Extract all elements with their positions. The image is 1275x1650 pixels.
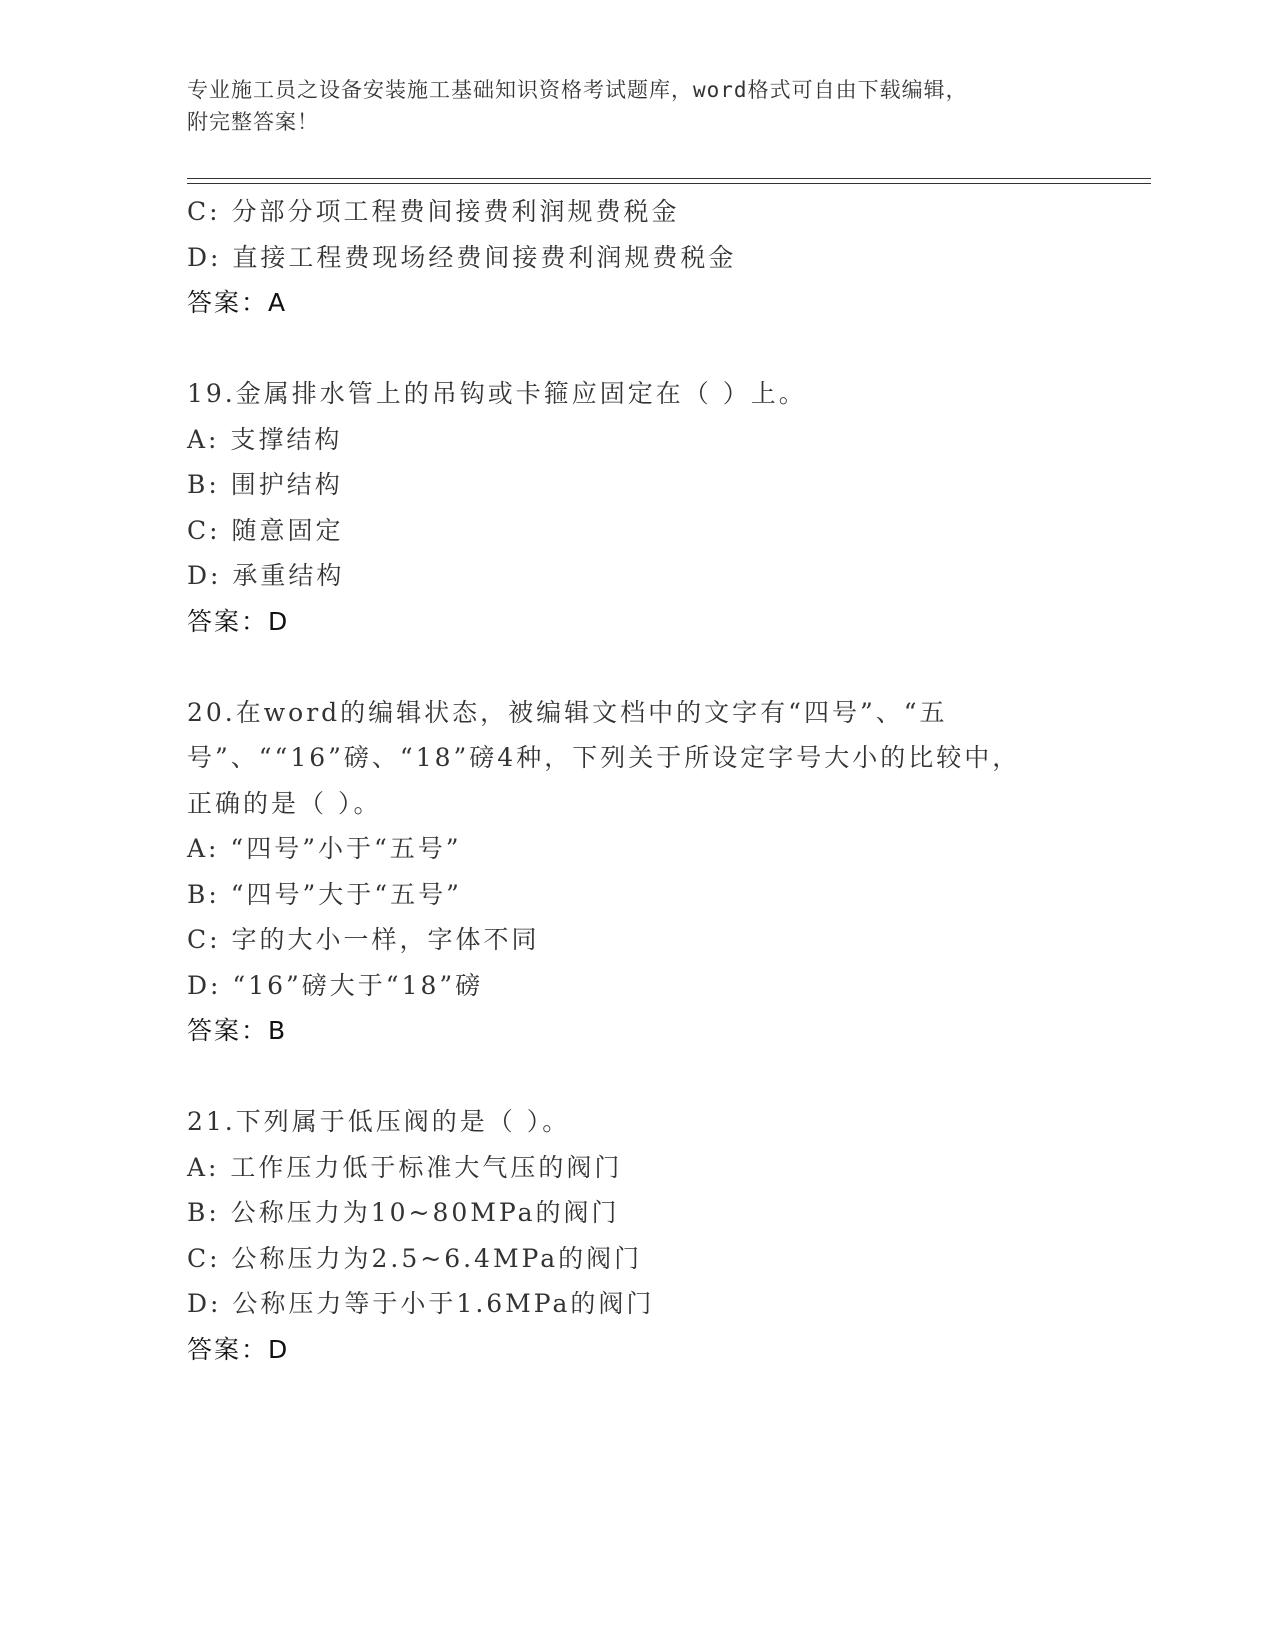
option-d: D: 公称压力等于小于1.6MPa的阀门 bbox=[187, 1289, 655, 1318]
option-a: A: “四号”小于“五号” bbox=[187, 834, 462, 863]
option-c: C: 分部分项工程费间接费利润规费税金 bbox=[187, 197, 680, 226]
question-19 bbox=[187, 371, 1147, 644]
option-a: A: 支撑结构 bbox=[187, 424, 343, 454]
option-d: D: 承重结构 bbox=[187, 561, 345, 590]
header-divider-bottom bbox=[187, 183, 1151, 184]
option-c: C: 字的大小一样，字体不同 bbox=[187, 925, 540, 954]
spacer bbox=[187, 326, 1147, 372]
option-c: C: 随意固定 bbox=[187, 515, 344, 545]
spacer bbox=[187, 644, 1147, 690]
answer-line: 答案：A bbox=[187, 288, 288, 317]
spacer bbox=[187, 1054, 1147, 1100]
header-divider-top bbox=[187, 178, 1151, 179]
question-text: 21.下列属于低压阀的是（ ）。 bbox=[187, 1107, 571, 1136]
question-20 bbox=[187, 690, 1147, 1054]
option-c: C: 公称压力为2.5~6.4MPa的阀门 bbox=[187, 1243, 643, 1273]
question-list bbox=[187, 189, 1147, 1372]
option-b: B: 围护结构 bbox=[187, 470, 343, 499]
header-line-2: 附完整答案！ bbox=[187, 110, 319, 134]
option-d: D: 直接工程费现场经费间接费利润规费税金 bbox=[187, 242, 737, 272]
answer-line: 答案：D bbox=[187, 606, 290, 636]
header-line-1: 专业施工员之设备安装施工基础知识资格考试题库，word格式可自由下载编辑， bbox=[187, 78, 968, 102]
option-b: B: “四号”大于“五号” bbox=[187, 879, 462, 909]
question-text: 19.金属排水管上的吊钩或卡箍应固定在（ ）上。 bbox=[187, 379, 807, 408]
option-b: B: 公称压力为10~80MPa的阀门 bbox=[187, 1198, 620, 1227]
document-header bbox=[187, 74, 1087, 138]
answer-line: 答案：B bbox=[187, 1016, 288, 1045]
question-18-continued bbox=[187, 189, 1147, 326]
answer-line: 答案：D bbox=[187, 1334, 290, 1364]
option-a: A: 工作压力低于标准大气压的阀门 bbox=[187, 1152, 623, 1182]
option-d: D: “16”磅大于“18”磅 bbox=[187, 970, 484, 1000]
question-21 bbox=[187, 1099, 1147, 1372]
question-text: 20.在word的编辑状态，被编辑文档中的文字有“四号”、“五号”、““16”磅、“18”磅4种，下列关于所设定字号大小的比较中，正确的是（ ）。 bbox=[187, 697, 1021, 818]
